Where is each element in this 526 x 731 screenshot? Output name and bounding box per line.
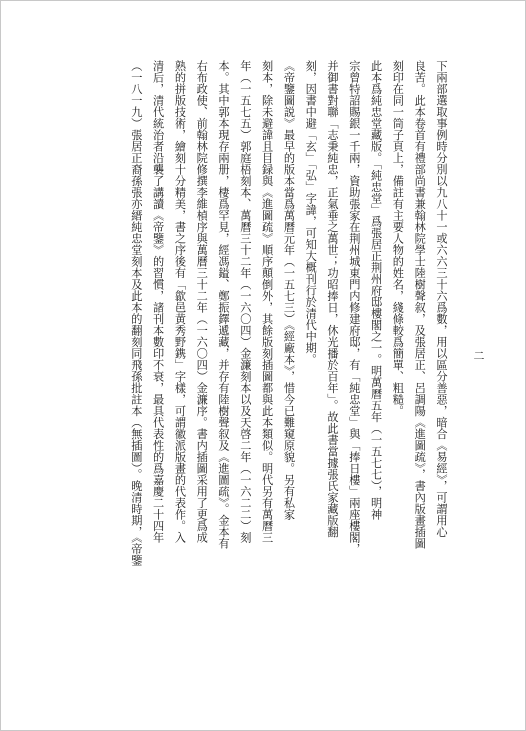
text-line: 刻本，除未避諱且目録與《進圖疏》順序顛倒外，其餘版刻插圖都與此本類似。明代另有萬曆三: [260, 60, 274, 543]
text-line: 此本爲純忠堂藏版。「純忠堂」爲張居正荆州府邸樓閣之一。明萬曆五年（一五七七），明神: [369, 60, 383, 521]
text-line: 年（一五七五）郭庭梧刻本、萬曆三十二年（一六〇四）金濂刻本以及天啓二年（一六二二）刻: [238, 60, 252, 543]
text-line: 刻印在同一筒子頁上，備註有主要人物的姓名，綫條較爲簡單、粗糙。: [391, 60, 405, 417]
page-number: 二: [472, 350, 485, 361]
text-line: 右布政使、前翰林院修撰李維楨序與萬曆三十二年（一六〇四）金濂序。書内插圖采用了更爲成: [195, 60, 209, 543]
text-line: 熟的拼版技術，繪刻十分精美，書之序後有「歙邑黄秀野鎸」字樣，可謂徽派版畫的代表作。入: [173, 60, 187, 543]
text-line: 下兩部選取事例時分別以九八十一或六六三十六爲數，用以區分善惡，暗合《易經》，可謂用心: [435, 60, 448, 538]
text-line: 本。其中郭本現存兩册，棲爲罕見，經馮鎰、鄭振鐸遞藏，并存有陸樹聲叙及《進圖疏》。金本有: [217, 60, 231, 549]
text-line: 宗曾特詔賜銀一千兩，資助張家在荆州城東門内修建府邸，有「純忠堂」與「捧日樓」兩座樓閣，: [347, 60, 361, 555]
text-line: 良苦。此本卷首有禮部尚書兼翰林院學士陸樹聲叙，及張居正、呂調陽《進圖疏》，書內版畫插圖: [413, 60, 427, 549]
body-text: [100, 60, 452, 690]
text-line: 《帝鑒圖説》最早的版本當爲萬曆元年（一五七三）《經廠本》，惜今已難窺原貌。另有私家: [282, 60, 296, 521]
text-line: 清后，清代統治者沿襲了講讀《帝鑒》的習慣，諸刊本數印不衰，最具代表性的爲嘉慶二十四年: [151, 60, 165, 543]
text-line: （一八一九）張居正裔孫張亦縉純忠堂刻本及此本的翻刻同飛孫批註本（無插圖）。晚清時期，《帝鑒: [129, 60, 143, 567]
text-line: 刻，因書中避「玄」「弘」字諱，可知大概刊行於清代中期。: [304, 60, 318, 365]
text-line: 并御書對聯「志秉純忠，正氣垂之萬世；功昭捧日，休光播於百年」。故此書當據張氏家藏版翻: [326, 60, 340, 538]
